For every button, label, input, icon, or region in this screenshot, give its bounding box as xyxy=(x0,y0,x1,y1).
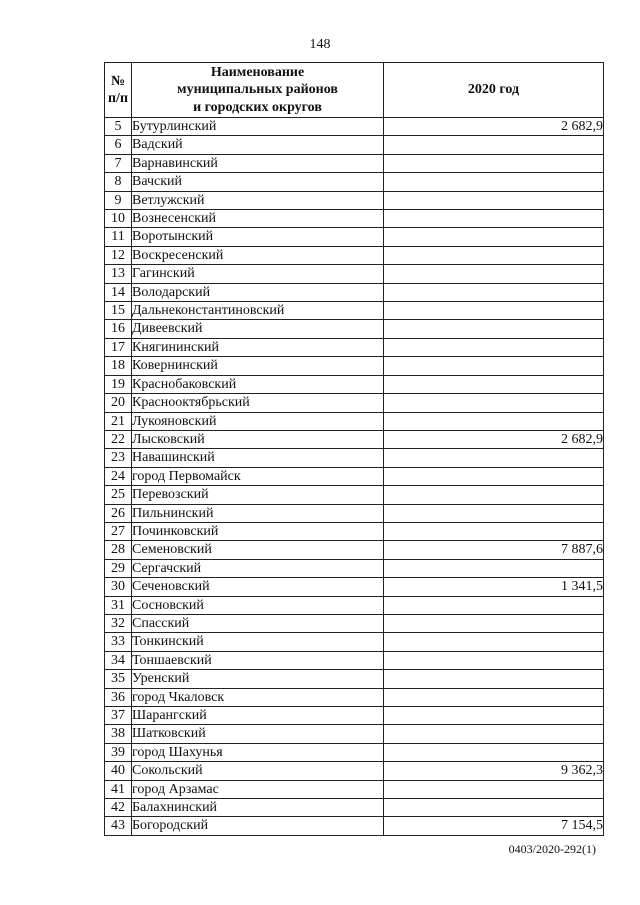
row-number: 27 xyxy=(105,522,132,540)
table-row xyxy=(105,320,604,338)
year-2020-value: 2 682,9 xyxy=(384,430,604,448)
table-row xyxy=(105,688,604,706)
year-2020-value xyxy=(384,394,604,412)
row-number: 39 xyxy=(105,743,132,761)
year-2020-value xyxy=(384,707,604,725)
district-name: Семеновский xyxy=(132,541,384,559)
header-number-abbrev: п/п xyxy=(107,91,129,106)
district-name: Володарский xyxy=(132,283,384,301)
district-name: город Чкаловск xyxy=(132,688,384,706)
year-2020-value xyxy=(384,743,604,761)
district-name: Пильнинский xyxy=(132,504,384,522)
district-name: Навашинский xyxy=(132,449,384,467)
row-number: 14 xyxy=(105,283,132,301)
district-name: Шатковский xyxy=(132,725,384,743)
year-2020-value xyxy=(384,283,604,301)
row-number: 41 xyxy=(105,780,132,798)
row-number: 31 xyxy=(105,596,132,614)
district-name: Княгининский xyxy=(132,338,384,356)
header-year-cell: 2020 год xyxy=(384,63,604,118)
row-number: 26 xyxy=(105,504,132,522)
district-name: город Шахунья xyxy=(132,743,384,761)
year-2020-value xyxy=(384,486,604,504)
district-name: Краснобаковский xyxy=(132,375,384,393)
table-row xyxy=(105,412,604,430)
table-row xyxy=(105,394,604,412)
district-name: Сосновский xyxy=(132,596,384,614)
row-number: 19 xyxy=(105,375,132,393)
row-number: 30 xyxy=(105,578,132,596)
row-number: 32 xyxy=(105,614,132,632)
year-2020-value: 2 682,9 xyxy=(384,118,604,136)
table-row xyxy=(105,191,604,209)
year-2020-value xyxy=(384,338,604,356)
header-number-cell xyxy=(105,63,132,118)
table-row xyxy=(105,670,604,688)
row-number: 10 xyxy=(105,210,132,228)
district-name: город Арзамас xyxy=(132,780,384,798)
district-name: Перевозский xyxy=(132,486,384,504)
year-2020-value xyxy=(384,633,604,651)
year-2020-value xyxy=(384,246,604,264)
table-body xyxy=(105,118,604,836)
table-row xyxy=(105,780,604,798)
district-name: Сергачский xyxy=(132,559,384,577)
table-row xyxy=(105,228,604,246)
district-name: Спасский xyxy=(132,614,384,632)
row-number: 15 xyxy=(105,302,132,320)
district-name: город Первомайск xyxy=(132,467,384,485)
row-number: 13 xyxy=(105,265,132,283)
district-name: Лукояновский xyxy=(132,412,384,430)
table-row xyxy=(105,136,604,154)
table-row xyxy=(105,302,604,320)
year-2020-value xyxy=(384,191,604,209)
year-2020-value xyxy=(384,449,604,467)
year-2020-value xyxy=(384,651,604,669)
table-row xyxy=(105,265,604,283)
municipal-table xyxy=(104,62,604,836)
year-2020-value: 9 362,3 xyxy=(384,762,604,780)
row-number: 12 xyxy=(105,246,132,264)
row-number: 11 xyxy=(105,228,132,246)
table-row xyxy=(105,541,604,559)
row-number: 16 xyxy=(105,320,132,338)
header-name-line-1: Наименование xyxy=(210,64,305,80)
header-name-line-3: и городских округов xyxy=(193,99,322,115)
table-row xyxy=(105,707,604,725)
row-number: 20 xyxy=(105,394,132,412)
district-name: Починковский xyxy=(132,522,384,540)
row-number: 38 xyxy=(105,725,132,743)
district-name: Ковернинский xyxy=(132,357,384,375)
table-row xyxy=(105,449,604,467)
year-2020-value: 7 154,5 xyxy=(384,817,604,835)
row-number: 7 xyxy=(105,154,132,172)
year-2020-value: 1 341,5 xyxy=(384,578,604,596)
district-name: Шарангский xyxy=(132,707,384,725)
row-number: 25 xyxy=(105,486,132,504)
table-row xyxy=(105,762,604,780)
row-number: 40 xyxy=(105,762,132,780)
year-2020-value xyxy=(384,375,604,393)
row-number: 17 xyxy=(105,338,132,356)
table-row xyxy=(105,338,604,356)
year-2020-value xyxy=(384,265,604,283)
district-name: Бутурлинский xyxy=(132,118,384,136)
table-row xyxy=(105,154,604,172)
row-number: 34 xyxy=(105,651,132,669)
row-number: 28 xyxy=(105,541,132,559)
year-2020-value xyxy=(384,725,604,743)
row-number: 37 xyxy=(105,707,132,725)
table-row xyxy=(105,283,604,301)
year-2020-value xyxy=(384,228,604,246)
table-row xyxy=(105,430,604,448)
header-number-symbol: № xyxy=(110,73,126,89)
row-number: 9 xyxy=(105,191,132,209)
year-2020-value xyxy=(384,210,604,228)
table-row xyxy=(105,817,604,835)
year-2020-value: 7 887,6 xyxy=(384,541,604,559)
row-number: 35 xyxy=(105,670,132,688)
table-row xyxy=(105,467,604,485)
row-number: 5 xyxy=(105,118,132,136)
table-header xyxy=(105,63,604,118)
row-number: 43 xyxy=(105,817,132,835)
row-number: 22 xyxy=(105,430,132,448)
row-number: 18 xyxy=(105,357,132,375)
row-number: 29 xyxy=(105,559,132,577)
district-name: Лысковский xyxy=(132,430,384,448)
row-number: 42 xyxy=(105,799,132,817)
year-2020-value xyxy=(384,320,604,338)
year-2020-value xyxy=(384,302,604,320)
table-row xyxy=(105,522,604,540)
table-row xyxy=(105,210,604,228)
year-2020-value xyxy=(384,614,604,632)
table-row xyxy=(105,375,604,393)
year-2020-value xyxy=(384,154,604,172)
year-2020-value xyxy=(384,596,604,614)
row-number: 33 xyxy=(105,633,132,651)
year-2020-value xyxy=(384,522,604,540)
table-row xyxy=(105,173,604,191)
row-number: 24 xyxy=(105,467,132,485)
header-name-line-2: муниципальных районов xyxy=(177,82,338,98)
header-name-cell xyxy=(132,63,384,118)
district-name: Дальнеконстантиновский xyxy=(132,302,384,320)
table-row xyxy=(105,799,604,817)
table-row xyxy=(105,725,604,743)
district-name: Ветлужский xyxy=(132,191,384,209)
table-row xyxy=(105,651,604,669)
district-name: Краснооктябрьский xyxy=(132,394,384,412)
table-row xyxy=(105,486,604,504)
district-name: Варнавинский xyxy=(132,154,384,172)
table-row xyxy=(105,504,604,522)
district-name: Богородский xyxy=(132,817,384,835)
district-name: Сеченовский xyxy=(132,578,384,596)
row-number: 23 xyxy=(105,449,132,467)
page-number: 148 xyxy=(309,37,331,52)
district-name: Дивеевский xyxy=(132,320,384,338)
row-number: 6 xyxy=(105,136,132,154)
table-row xyxy=(105,743,604,761)
district-name: Гагинский xyxy=(132,265,384,283)
row-number: 8 xyxy=(105,173,132,191)
year-2020-value xyxy=(384,136,604,154)
table-row xyxy=(105,559,604,577)
district-name: Тоншаевский xyxy=(132,651,384,669)
year-2020-value xyxy=(384,412,604,430)
year-2020-value xyxy=(384,799,604,817)
district-name: Вознесенский xyxy=(132,210,384,228)
year-2020-value xyxy=(384,357,604,375)
year-2020-value xyxy=(384,173,604,191)
year-2020-value xyxy=(384,780,604,798)
district-name: Воскресенский xyxy=(132,246,384,264)
table-row xyxy=(105,578,604,596)
document-code: 0403/2020-292(1) xyxy=(508,842,596,856)
year-2020-value xyxy=(384,559,604,577)
table-row xyxy=(105,633,604,651)
table-row xyxy=(105,246,604,264)
row-number: 21 xyxy=(105,412,132,430)
district-name: Уренский xyxy=(132,670,384,688)
year-2020-value xyxy=(384,467,604,485)
table-row xyxy=(105,614,604,632)
year-2020-value xyxy=(384,504,604,522)
row-number: 36 xyxy=(105,688,132,706)
table-row xyxy=(105,596,604,614)
district-name: Тонкинский xyxy=(132,633,384,651)
district-name: Вачский xyxy=(132,173,384,191)
district-name: Балахнинский xyxy=(132,799,384,817)
district-name: Вадский xyxy=(132,136,384,154)
district-name: Воротынский xyxy=(132,228,384,246)
table-row xyxy=(105,357,604,375)
year-2020-value xyxy=(384,670,604,688)
table-row xyxy=(105,118,604,136)
district-name: Сокольский xyxy=(132,762,384,780)
year-2020-value xyxy=(384,688,604,706)
